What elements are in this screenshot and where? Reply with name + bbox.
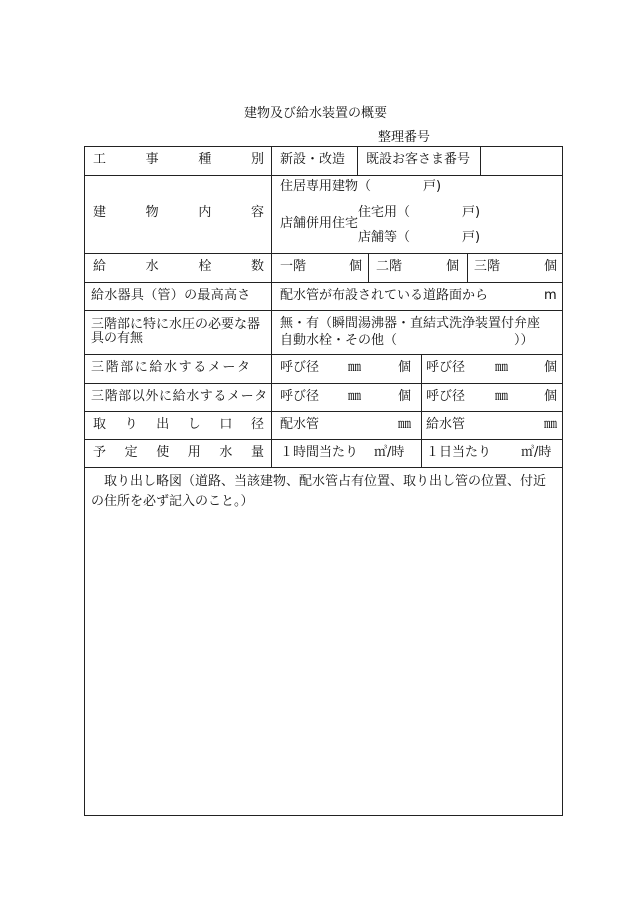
daily-usage-label: １日当たり xyxy=(426,445,492,460)
reference-number-label: 整理番号 xyxy=(378,130,431,145)
pressure-value-line2: 自動水栓・その他（ ）） xyxy=(280,333,534,348)
max-height-unit: m xyxy=(544,288,557,303)
residential-only-building: 住居専用建物（ 戸) xyxy=(280,179,442,194)
meter-other-diam-a: 呼び径 xyxy=(280,389,320,404)
planned-usage-label: 予 定 使 用 水 量 xyxy=(93,445,264,460)
max-height-label: 給水器具（管）の最高高さ xyxy=(91,288,251,303)
second-floor-label: 二階 xyxy=(376,259,403,274)
meter-other-mm-b: ㎜ xyxy=(495,389,509,404)
row-divider xyxy=(85,411,562,412)
pressure-label-line2: 具の有無 xyxy=(91,331,144,346)
meter-other-unit-a: 個 xyxy=(398,389,412,404)
row-divider xyxy=(85,383,562,384)
row-divider xyxy=(85,310,562,311)
meter-other-mm-a: ㎜ xyxy=(348,389,362,404)
service-pipe-label: 給水管 xyxy=(426,417,466,432)
shop-units: 店舗等（ 戸) xyxy=(358,230,481,245)
cell-divider xyxy=(467,253,468,282)
second-floor-unit: 個 xyxy=(446,259,460,274)
third-floor-unit: 個 xyxy=(544,259,558,274)
third-floor-label: 三階 xyxy=(474,259,501,274)
hourly-usage-unit: ㎥/時 xyxy=(374,445,405,460)
pressure-value-line1: 無・有（瞬間湯沸器・直結式洗浄装置付弁座 xyxy=(280,316,541,331)
meter-3f-unit-a: 個 xyxy=(398,360,412,375)
first-floor-label: 一階 xyxy=(280,259,307,274)
shop-combined-housing: 店舗併用住宅 xyxy=(280,216,359,231)
hourly-usage-label: １時間当たり xyxy=(280,445,359,460)
meter-3f-mm-b: ㎜ xyxy=(495,360,509,375)
meter-3f-unit-b: 個 xyxy=(544,360,558,375)
row-divider xyxy=(85,253,562,254)
main-pipe-mm: ㎜ xyxy=(398,417,412,432)
cell-divider xyxy=(357,147,358,175)
row-divider xyxy=(85,175,562,176)
new-or-remodel-option: 新設・改造 xyxy=(280,152,346,167)
column-divider xyxy=(271,147,272,467)
row-divider xyxy=(85,439,562,440)
max-height-value: 配水管が布設されている道路面から xyxy=(280,288,489,303)
cell-divider xyxy=(480,147,481,175)
sketch-instructions-line2: の住所を必ず記入のこと。） xyxy=(91,494,254,509)
meter-3f-diam-b: 呼び径 xyxy=(426,360,466,375)
meter-3f-label: 三階部に給水するメータ xyxy=(91,360,252,375)
cell-divider xyxy=(368,253,369,282)
daily-usage-unit: ㎥/時 xyxy=(521,445,552,460)
housing-units: 住宅用（ 戸) xyxy=(358,205,481,220)
meter-other-diam-b: 呼び径 xyxy=(426,389,466,404)
building-content-label: 建 物 内 容 xyxy=(93,205,264,220)
construction-type-label: 工 事 種 別 xyxy=(93,152,264,167)
row-divider xyxy=(85,354,562,355)
meter-3f-diam-a: 呼び径 xyxy=(280,360,320,375)
meter-other-unit-b: 個 xyxy=(544,389,558,404)
main-pipe-label: 配水管 xyxy=(280,417,320,432)
row-divider xyxy=(85,467,562,468)
meter-3f-mm-a: ㎜ xyxy=(348,360,362,375)
service-pipe-mm: ㎜ xyxy=(544,417,558,432)
sketch-instructions-line1: 取り出し略図（道路、当該建物、配水管占有位置、取り出し管の位置、付近 xyxy=(91,474,547,489)
form-title: 建物及び給水装置の概要 xyxy=(244,106,388,121)
outlet-diameter-label: 取 り 出 し 口 径 xyxy=(93,417,264,432)
existing-customer-number-label: 既設お客さま番号 xyxy=(366,152,471,167)
first-floor-unit: 個 xyxy=(349,259,363,274)
pressure-label-line1: 三階部に特に水圧の必要な器 xyxy=(91,317,261,332)
cell-divider xyxy=(421,354,422,467)
meter-other-label: 三階部以外に給水するメータ xyxy=(91,389,268,404)
row-divider xyxy=(85,282,562,283)
faucet-count-label: 給 水 栓 数 xyxy=(93,259,264,274)
sketch-drawing-area[interactable] xyxy=(86,510,561,814)
